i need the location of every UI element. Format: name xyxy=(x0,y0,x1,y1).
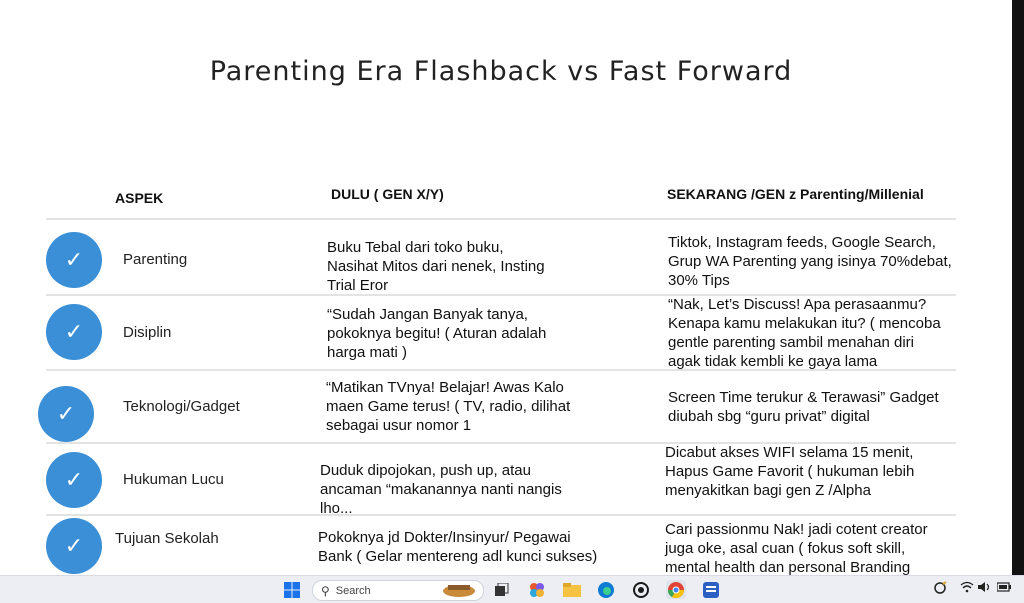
header-dulu: DULU ( GEN X/Y) xyxy=(331,186,444,202)
aspect-label: Hukuman Lucu xyxy=(123,471,224,488)
battery-icon[interactable] xyxy=(997,581,1011,595)
chrome-icon[interactable] xyxy=(666,580,686,599)
cell-line: “Nak, Let’s Discuss! Apa perasaanmu? xyxy=(668,296,927,313)
cell-line: diubah sbg “guru privat” digital xyxy=(668,408,870,425)
cell-line: harga mati ) xyxy=(327,344,408,361)
checkmark-icon: ✓ xyxy=(46,232,102,288)
cell-line: Cari passionmu Nak! jadi cotent creator xyxy=(665,521,928,538)
dulu-cell xyxy=(320,461,562,518)
aspect-label: Parenting xyxy=(123,251,188,268)
cell-line: Buku Tebal dari toko buku, xyxy=(327,239,504,256)
word-icon[interactable] xyxy=(702,580,720,599)
cell-line: menyakitkan bagi gen Z /Alpha xyxy=(665,482,871,499)
window-edge xyxy=(1012,0,1024,575)
volume-icon[interactable] xyxy=(978,581,992,596)
divider xyxy=(46,218,956,220)
cell-line: Grup WA Parenting yang isinya 70%debat, xyxy=(668,253,952,270)
header-aspek: ASPEK xyxy=(115,190,164,206)
cell-line: 30% Tips xyxy=(668,272,730,289)
network-icon[interactable] xyxy=(932,581,948,598)
dulu-cell xyxy=(326,378,570,435)
cell-line: gentle parenting sambil menahan diri xyxy=(668,334,914,351)
task-view-icon[interactable] xyxy=(494,580,510,599)
cell-line: “Matikan TVnya! Belajar! Awas Kalo xyxy=(326,379,564,396)
wifi-icon[interactable] xyxy=(960,581,974,596)
cell-line: sebagai usur nomor 1 xyxy=(326,417,472,434)
widgets-icon[interactable] xyxy=(440,580,478,599)
aspect-label: Tujuan Sekolah xyxy=(115,530,219,547)
slide-title: Parenting Era Flashback vs Fast Forward xyxy=(209,56,793,87)
search-label: Search xyxy=(335,584,371,597)
cell-line: Dicabut akses WIFI selama 15 menit, xyxy=(665,444,914,461)
cell-line: Pokoknya jd Dokter/Insinyur/ Pegawai xyxy=(318,529,571,546)
sekarang-cell xyxy=(665,520,928,575)
cell-line: agak tidak kembli ke gaya lama xyxy=(668,353,878,370)
cell-line: lho... xyxy=(320,500,353,517)
sekarang-cell xyxy=(668,295,941,371)
aspect-label: Disiplin xyxy=(123,324,172,341)
cell-line: Duduk dipojokan, push up, atau xyxy=(320,462,531,479)
checkmark-icon: ✓ xyxy=(38,386,94,442)
cell-line: “Sudah Jangan Banyak tanya, xyxy=(327,306,528,323)
checkmark-icon: ✓ xyxy=(46,452,102,508)
sekarang-cell xyxy=(668,233,952,290)
cell-line: ancaman “makanannya nanti nangis xyxy=(320,481,562,498)
search-icon: ⚲ xyxy=(321,583,330,598)
checkmark-icon: ✓ xyxy=(46,518,102,574)
cell-line: Bank ( Gelar mentereng adl kunci sukses) xyxy=(318,548,598,565)
cell-line: Kenapa kamu melakukan itu? ( mencoba xyxy=(668,315,941,332)
sekarang-cell xyxy=(668,388,939,426)
whatsapp-icon[interactable] xyxy=(632,580,650,599)
copilot-icon[interactable] xyxy=(528,580,546,599)
cell-line: juga oke, asal cuan ( fokus soft skill, xyxy=(665,540,906,557)
cell-line: Hapus Game Favorit ( hukuman lebih xyxy=(665,463,915,480)
taskbar xyxy=(0,575,1024,603)
dulu-cell xyxy=(318,528,597,566)
edge-icon[interactable] xyxy=(597,580,615,599)
cell-line: Nasihat Mitos dari nenek, Insting xyxy=(327,258,545,275)
windows-start-icon[interactable] xyxy=(282,580,302,599)
cell-line: Tiktok, Instagram feeds, Google Search, xyxy=(668,234,936,251)
dulu-cell xyxy=(327,238,545,295)
aspect-label: Teknologi/Gadget xyxy=(123,398,240,415)
cell-line: Screen Time terukur & Terawasi” Gadget xyxy=(668,389,939,406)
cell-line: maen Game terus! ( TV, radio, dilihat xyxy=(326,398,571,415)
sekarang-cell xyxy=(665,443,914,500)
file-explorer-icon[interactable] xyxy=(563,580,581,599)
cell-line: Trial Eror xyxy=(327,277,389,294)
cell-line: pokoknya begitu! ( Aturan adalah xyxy=(327,325,547,342)
header-sekarang: SEKARANG /GEN z Parenting/Millenial xyxy=(667,186,924,202)
checkmark-icon: ✓ xyxy=(46,304,102,360)
cell-line: mental health dan personal Branding xyxy=(665,559,911,575)
dulu-cell xyxy=(327,305,546,362)
